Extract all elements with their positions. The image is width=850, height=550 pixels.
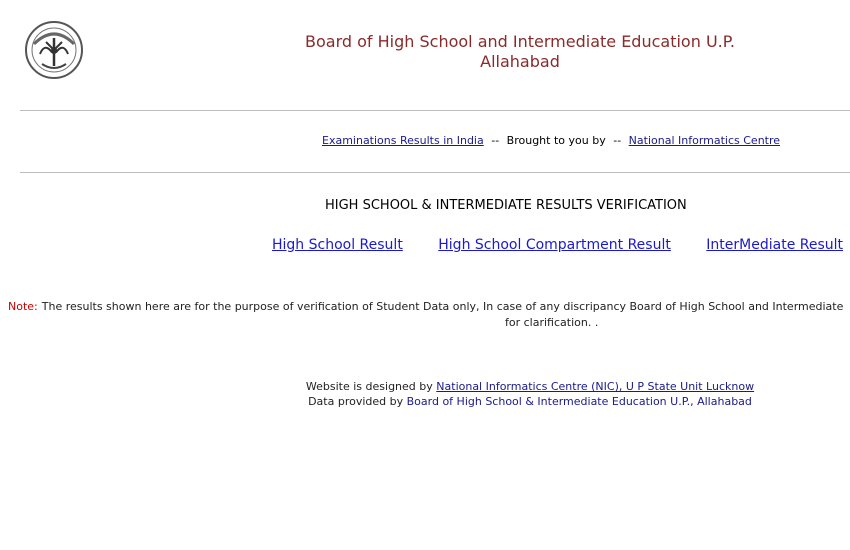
high-school-compartment-result-link[interactable]: High School Compartment Result xyxy=(438,237,671,253)
verification-heading: HIGH SCHOOL & INTERMEDIATE RESULTS VERIFICATION xyxy=(325,198,687,213)
board-title-line2: Allahabad xyxy=(480,52,560,71)
note-text-line2: for clarification. . xyxy=(505,316,599,329)
board-name-text: Board of High School & Intermediate Education U.P., Allahabad xyxy=(406,395,752,408)
credit-separator-2: -- xyxy=(613,134,622,147)
note-text-line1: The results shown here are for the purpose of verification of Student Data only, In case of any discripancy Board of High School and Intermediate xyxy=(41,300,844,313)
brought-to-you-text: Brought to you by xyxy=(506,134,606,147)
high-school-result-link[interactable]: High School Result xyxy=(272,237,403,253)
result-links xyxy=(272,237,843,253)
footer-line1 xyxy=(250,379,810,394)
intermediate-result-link[interactable]: InterMediate Result xyxy=(706,237,844,253)
middle-divider xyxy=(20,172,850,173)
board-title-line1: Board of High School and Intermediate Education U.P. xyxy=(305,32,735,51)
footer xyxy=(250,379,810,409)
nic-up-state-unit-link[interactable]: National Informatics Centre (NIC), U P State Unit Lucknow xyxy=(436,380,755,393)
examinations-results-india-link[interactable]: Examinations Results in India xyxy=(322,134,484,147)
footer-designed-by-text: Website is designed by xyxy=(305,380,433,393)
top-divider xyxy=(20,110,850,111)
credit-separator-1: -- xyxy=(491,134,500,147)
note-label: Note: xyxy=(8,300,38,313)
note xyxy=(8,300,850,313)
footer-line2 xyxy=(250,394,810,409)
up-government-emblem-icon xyxy=(24,20,84,80)
credit-line xyxy=(322,134,780,147)
footer-data-provided-text: Data provided by xyxy=(308,395,404,408)
board-title xyxy=(250,32,790,72)
nic-link[interactable]: National Informatics Centre xyxy=(628,134,781,147)
